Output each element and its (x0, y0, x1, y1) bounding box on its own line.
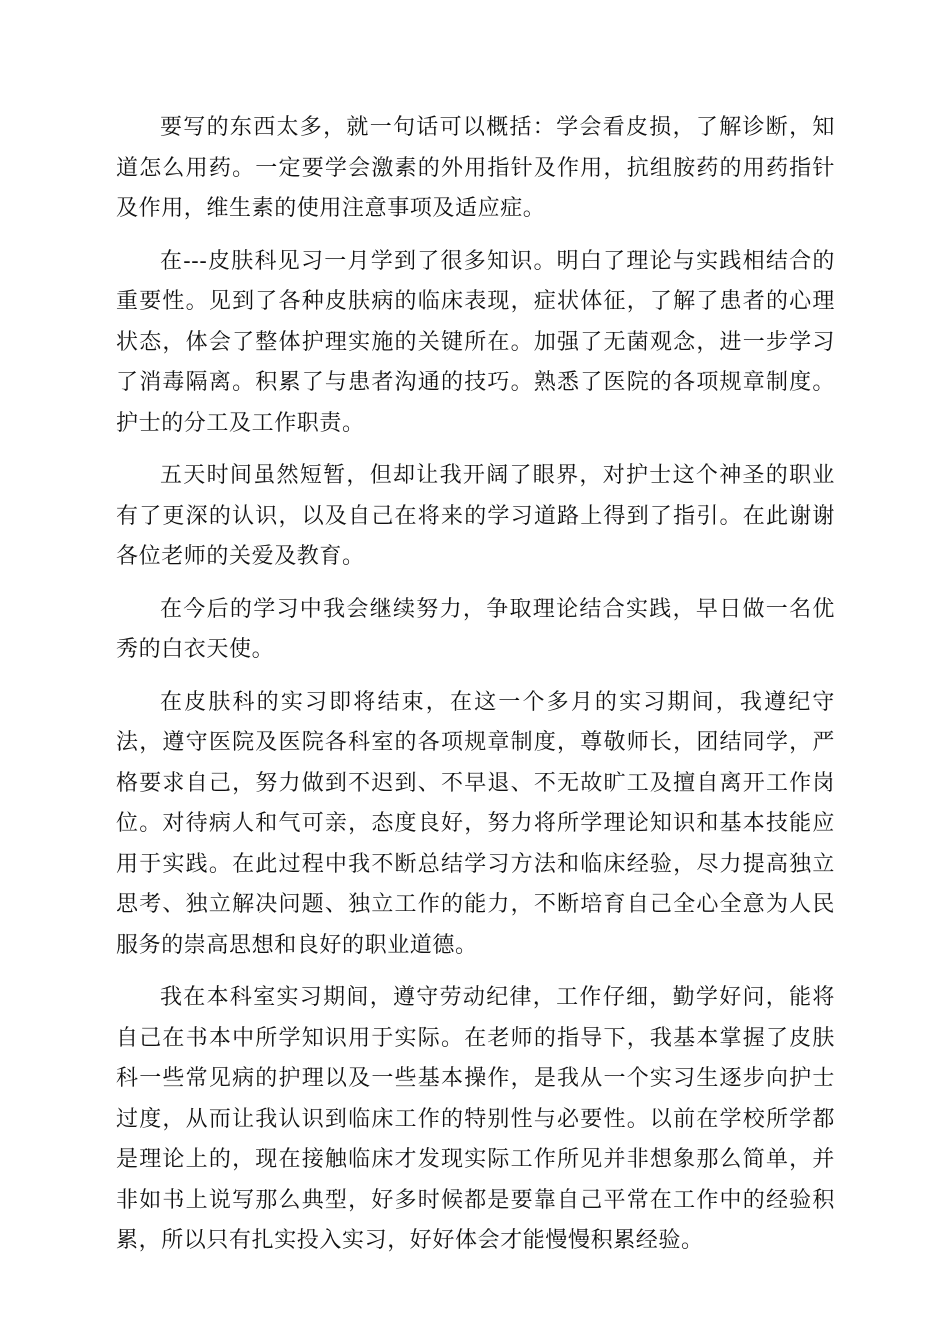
paragraph-1: 要写的东西太多，就一句话可以概括：学会看皮损，了解诊断，知道怎么用药。一定要学会激素的外用指针及作用，抗组胺药的用药指针及作用，维生素的使用注意事项及适应症。 (116, 115, 835, 221)
paragraph-4: 在今后的学习中我会继续努力，争取理论结合实践，早日做一名优秀的白衣天使。 (116, 596, 835, 662)
document-body (116, 108, 835, 1274)
paragraph-3: 五天时间虽然短暂，但却让我开阔了眼界，对护士这个神圣的职业有了更深的认识，以及自己在将来的学习道路上得到了指引。在此谢谢各位老师的关爱及教育。 (116, 463, 835, 569)
paragraph-2: 在---皮肤科见习一月学到了很多知识。明白了理论与实践相结合的重要性。见到了各种皮肤病的临床表现，症状体征，了解了患者的心理状态，体会了整体护理实施的关键所在。加强了无菌观念，进一步学习了消毒隔离。积累了与患者沟通的技巧。熟悉了医院的各项规章制度。护士的分工及工作职责。 (116, 248, 835, 436)
paragraph-6: 我在本科室实习期间，遵守劳动纪律，工作仔细，勤学好问，能将自己在书本中所学知识用于实际。在老师的指导下，我基本掌握了皮肤科一些常见病的护理以及一些基本操作，是我从一个实习生逐步向护士过度，从而让我认识到临床工作的特别性与必要性。以前在学校所学都是理论上的，现在接触临床才发现实际工作所见并非想象那么简单，并非如书上说写那么典型，好多时候都是要靠自己平常在工作中的经验积累，所以只有扎实投入实习，好好体会才能慢慢积累经验。 (116, 985, 835, 1253)
paragraph-5: 在皮肤科的实习即将结束，在这一个多月的实习期间，我遵纪守法，遵守医院及医院各科室的各项规章制度，尊敬师长，团结同学，严格要求自己，努力做到不迟到、不早退、不无故旷工及擅自离开工作岗位。对待病人和气可亲，态度良好，努力将所学理论知识和基本技能应用于实践。在此过程中我不断总结学习方法和临床经验，尽力提高独立思考、独立解决问题、独立工作的能力，不断培育自己全心全意为人民服务的崇高思想和良好的职业道德。 (116, 689, 835, 958)
